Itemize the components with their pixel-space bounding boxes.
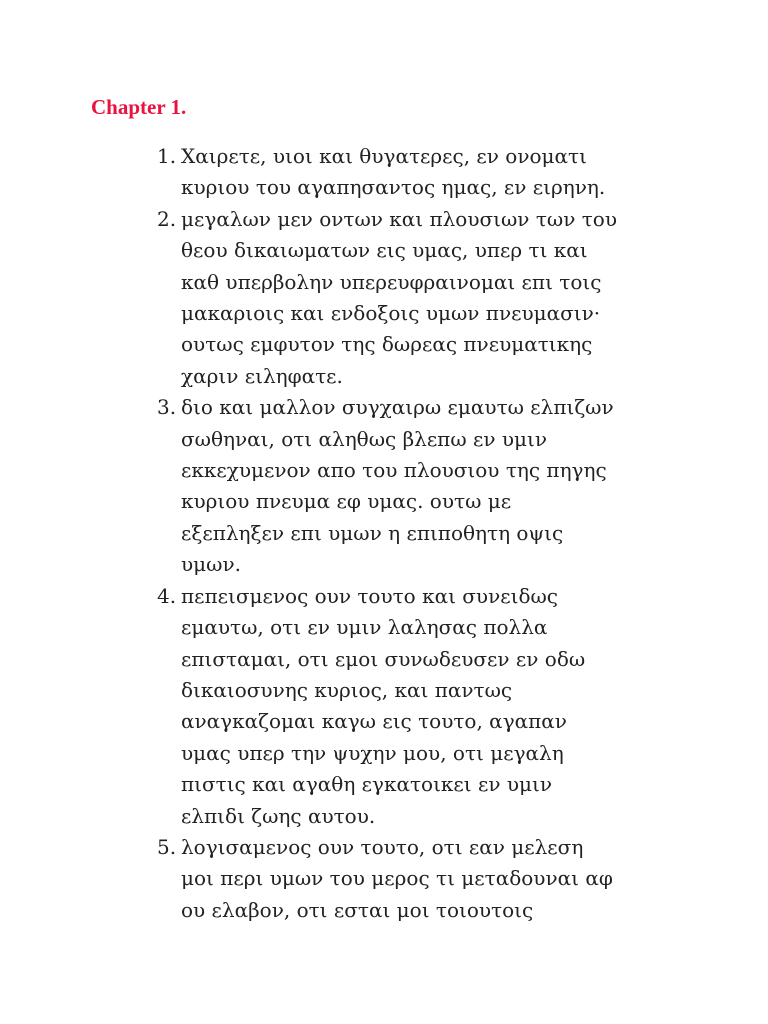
- verse-number: 5.: [157, 834, 177, 859]
- verse-line: εξεπληξεν επι υμων η επιποθητη οψις: [181, 520, 564, 545]
- verse-line: κυριου πνευμα εφ υμας. ουτω με: [181, 489, 512, 514]
- verse-line: δικαιοσυνης κυριος, και παντως: [181, 677, 513, 702]
- verse-line: Χαιρετε, υιοι και θυγατερες, εν ονοματι: [181, 144, 587, 168]
- verse-line: κυριου του αγαπησαντος ημας, εν ειρηνη.: [181, 175, 606, 200]
- verse-line: λογισαμενος ουν τουτο, οτι εαν μελεση: [181, 834, 584, 859]
- verse-line: υμας υπερ την ψυχην μου, οτι μεγαλη: [181, 740, 564, 765]
- verse-number: 2.: [157, 206, 177, 231]
- verse-line: πιστις και αγαθη εγκατοικει εν υμιν: [181, 772, 553, 797]
- verse-line: καθ υπερβολην υπερευφραινομαι επι τοις: [181, 269, 602, 294]
- verse-line: θεου δικαιωματων εις υμας, υπερ τι και: [181, 238, 588, 263]
- verse-line: αναγκαζομαι καγω εις τουτο, αγαπαν: [181, 709, 567, 734]
- verse-line: ουτως εμφυτον της δωρεας πνευματικης: [181, 332, 593, 357]
- verse-1: [157, 141, 651, 204]
- verse-4: [157, 581, 651, 832]
- chapter-heading: Chapter 1.: [91, 95, 187, 119]
- verse-line: εμαυτω, οτι εν υμιν λαλησας πολλα: [181, 615, 548, 640]
- verse-line: εκκεχυμενον απο του πλουσιου της πηγης: [181, 458, 607, 483]
- verse-line: μεγαλων μεν οντων και πλουσιων των του: [181, 206, 617, 231]
- verse-5: [157, 832, 651, 926]
- verse-line: σωθηναι, οτι αληθως βλεπω εν υμιν: [181, 426, 548, 451]
- verse-number: 4.: [157, 583, 177, 608]
- verse-line: χαριν ειληφατε.: [181, 363, 343, 388]
- verse-line: επισταμαι, οτι εμοι συνωδευσεν εν οδω: [181, 646, 586, 671]
- verse-number: 3.: [157, 395, 177, 420]
- verse-line: ελπιδι ζωης αυτου.: [181, 803, 376, 828]
- verse-line: πεπεισμενος ουν τουτο και συνειδως: [181, 583, 558, 608]
- verse-line: μακαριοις και ενδοξοις υμων πνευμασιν·: [181, 301, 601, 326]
- verse-2: [157, 204, 651, 392]
- verse-list: [157, 141, 651, 926]
- verse-line: μοι περι υμων του μερος τι μεταδουναι αφ: [181, 866, 613, 891]
- verse-number: 1.: [157, 144, 177, 168]
- verse-line: ου ελαβον, οτι εσται μοι τοιουτοις: [181, 897, 534, 922]
- verse-line: υμων.: [181, 552, 241, 577]
- verse-line: διο και μαλλον συγχαιρω εμαυτω ελπιζων: [181, 395, 614, 420]
- verse-3: [157, 392, 651, 580]
